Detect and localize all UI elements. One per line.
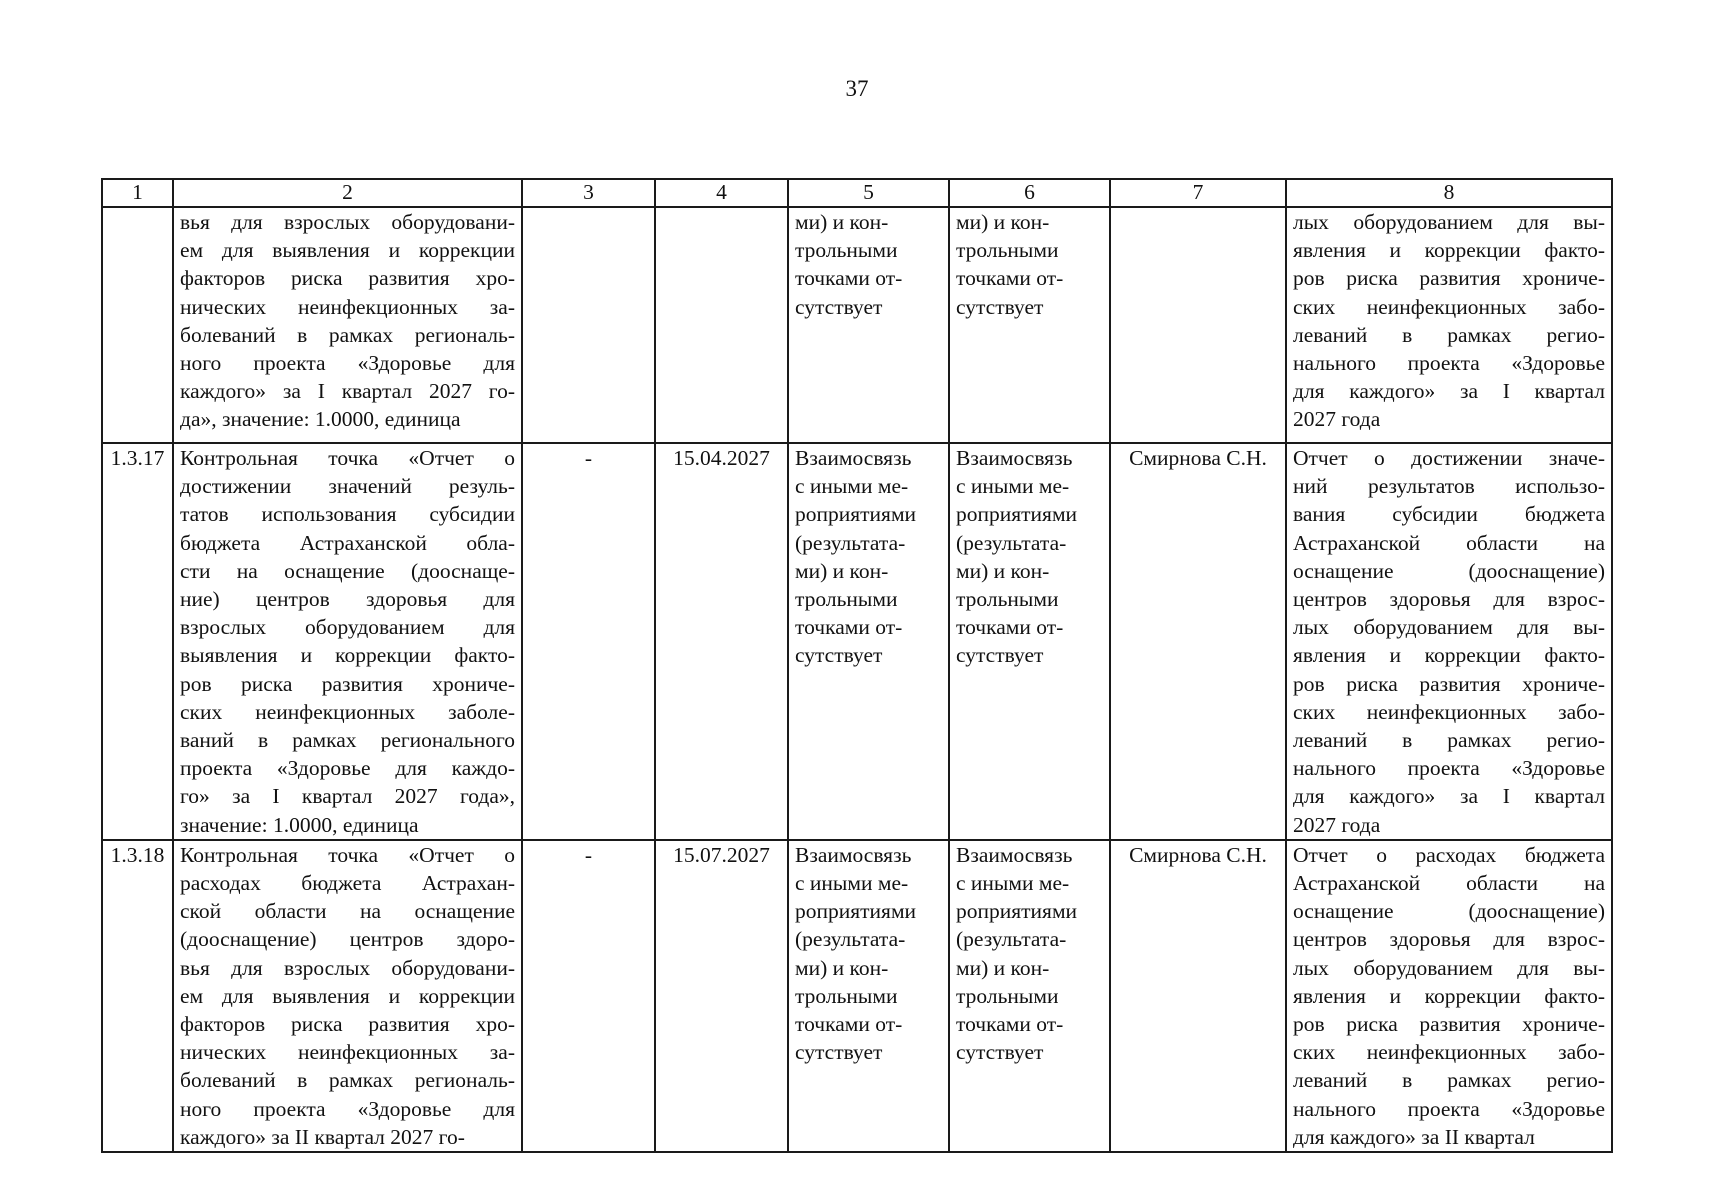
cell-text-line: ми) и кон- [956, 955, 1050, 980]
cell-text-line: Контрольная точка «Отчет о [180, 446, 515, 470]
cell-text-line: ских неинфекционных забо- [1293, 1040, 1605, 1065]
cell-text-line: ми) и кон- [956, 558, 1050, 583]
cell-text-line: точками от- [795, 1012, 903, 1037]
cell-text-line: ми) и кон- [795, 955, 889, 980]
cell-text-line: ми) и кон- [795, 210, 889, 234]
cell-text-line: ров риска развития хрониче- [180, 671, 515, 696]
cell-text-line: го» за I квартал 2027 года», [180, 784, 515, 809]
row-result [1286, 840, 1612, 1152]
column-header-4: 4 [655, 179, 788, 207]
cell-text-line: вья для взрослых оборудовани- [180, 210, 515, 234]
row-responsible [1110, 207, 1286, 443]
cell-text-line: татов использования субсидии [180, 502, 515, 527]
cell-text-line: для каждого» за II квартал [1293, 1124, 1535, 1149]
cell-text-line: оснащение (дооснащение) [1293, 558, 1605, 583]
cell-text-line: ров риска развития хрониче- [1293, 671, 1605, 696]
cell-text-line: точками от- [795, 615, 903, 640]
cell-text-line: леваний в рамках регио- [1293, 1068, 1605, 1093]
cell-text-line: роприятиями [956, 899, 1078, 924]
table-row [102, 840, 1612, 1152]
column-header-2: 2 [173, 179, 522, 207]
cell-text-line: центров здоровья для взрос- [1293, 927, 1605, 952]
cell-text-line: ем для выявления и коррекции [180, 238, 515, 263]
cell-text-line: Взаимосвязь [795, 446, 912, 470]
cell-text-line: нических неинфекционных за- [180, 294, 515, 319]
header-row [102, 179, 1612, 207]
row-responsible: Смирнова С.Н. [1110, 840, 1286, 1152]
cell-text-line: ров риска развития хрониче- [1293, 266, 1605, 291]
row-interrelation [788, 207, 949, 443]
cell-text-line: болеваний в рамках региональ- [180, 1068, 515, 1093]
row-date [655, 207, 788, 443]
cell-text-line: леваний в рамках регио- [1293, 728, 1605, 753]
cell-text-line: трольными [795, 587, 898, 612]
cell-text-line: точками от- [956, 1012, 1064, 1037]
cell-text-line: ваний в рамках регионального [180, 728, 515, 753]
cell-text-line: болеваний в рамках региональ- [180, 322, 515, 347]
cell-text-line: (результата- [956, 927, 1067, 952]
cell-text-line: Астраханской области на [1293, 530, 1605, 555]
cell-text-line: ских неинфекционных заболе- [180, 699, 515, 724]
cell-text-line: с иными ме- [956, 871, 1070, 896]
cell-text-line: ного проекта «Здоровье для [180, 1096, 515, 1121]
cell-text-line: центров здоровья для взрос- [1293, 587, 1605, 612]
cell-text-line: для каждого» за I квартал [1293, 784, 1605, 809]
cell-text-line: Контрольная точка «Отчет о [180, 842, 515, 867]
cell-text-line: ских неинфекционных забо- [1293, 294, 1605, 319]
column-header-5: 5 [788, 179, 949, 207]
row-interrelation-2 [949, 840, 1110, 1152]
cell-text-line: явления и коррекции факто- [1293, 643, 1605, 668]
cell-text-line: да», значение: 1.0000, единица [180, 407, 461, 432]
cell-text-line: Взаимосвязь [956, 842, 1073, 867]
cell-text-line: 2027 года [1293, 812, 1381, 837]
column-header-8: 8 [1286, 179, 1612, 207]
row-col3 [522, 207, 655, 443]
cell-text-line: трольными [956, 238, 1059, 263]
cell-text-line: сутствует [795, 643, 883, 668]
cell-text-line: трольными [956, 587, 1059, 612]
cell-text-line: расходах бюджета Астрахан- [180, 871, 515, 896]
row-date: 15.07.2027 [655, 840, 788, 1152]
cell-text-line: каждого» за I квартал 2027 го- [180, 379, 515, 404]
row-interrelation-2 [949, 207, 1110, 443]
cell-text-line: ской области на оснащение [180, 899, 515, 924]
cell-text-line: (результата- [795, 530, 906, 555]
column-header-6: 6 [949, 179, 1110, 207]
cell-text-line: с иными ме- [956, 474, 1070, 499]
cell-text-line: точками от- [956, 615, 1064, 640]
cell-text-line: нального проекта «Здоровье [1293, 756, 1605, 781]
plan-table [101, 178, 1613, 1153]
cell-text-line: нических неинфекционных за- [180, 1040, 515, 1065]
cell-text-line: (дооснащение) центров здоро- [180, 927, 515, 952]
row-description [173, 443, 522, 840]
cell-text-line: взрослых оборудованием для [180, 615, 515, 640]
cell-text-line: 2027 года [1293, 407, 1381, 432]
cell-text-line: роприятиями [795, 502, 917, 527]
cell-text-line: для каждого» за I квартал [1293, 379, 1605, 404]
table-row [102, 207, 1612, 443]
cell-text-line: ских неинфекционных забо- [1293, 699, 1605, 724]
table-body [102, 207, 1612, 1152]
column-header-7: 7 [1110, 179, 1286, 207]
row-result [1286, 443, 1612, 840]
cell-text-line: факторов риска развития хро- [180, 1012, 515, 1037]
cell-text-line: ние) центров здоровья для [180, 587, 515, 612]
cell-text-line: Отчет о достижении значе- [1293, 446, 1605, 470]
cell-text-line: выявления и коррекции факто- [180, 643, 515, 668]
cell-text-line: Астраханской области на [1293, 871, 1605, 896]
cell-text-line: трольными [956, 983, 1059, 1008]
row-col3: - [522, 840, 655, 1152]
column-header-1: 1 [102, 179, 173, 207]
cell-text-line: сутствует [795, 1040, 883, 1065]
cell-text-line: с иными ме- [795, 871, 909, 896]
cell-text-line: леваний в рамках регио- [1293, 322, 1605, 347]
cell-text-line: Взаимосвязь [795, 842, 912, 867]
row-number [102, 207, 173, 443]
cell-text-line: трольными [795, 983, 898, 1008]
page-number: 37 [845, 76, 869, 101]
cell-text-line: (результата- [795, 927, 906, 952]
row-responsible: Смирнова С.Н. [1110, 443, 1286, 840]
cell-text-line: вания субсидии бюджета [1293, 502, 1605, 527]
cell-text-line: сутствует [956, 643, 1044, 668]
cell-text-line: явления и коррекции факто- [1293, 983, 1605, 1008]
cell-text-line: с иными ме- [795, 474, 909, 499]
cell-text-line: каждого» за II квартал 2027 го- [180, 1124, 465, 1149]
row-interrelation-2 [949, 443, 1110, 840]
cell-text-line: ного проекта «Здоровье для [180, 351, 515, 376]
cell-text-line: ров риска развития хрониче- [1293, 1012, 1605, 1037]
cell-text-line: сти на оснащение (дооснаще- [180, 558, 515, 583]
cell-text-line: вья для взрослых оборудовани- [180, 955, 515, 980]
cell-text-line: достижении значений резуль- [180, 474, 515, 499]
row-description [173, 840, 522, 1152]
cell-text-line: ем для выявления и коррекции [180, 983, 515, 1008]
cell-text-line: лых оборудованием для вы- [1293, 615, 1605, 640]
cell-text-line: явления и коррекции факто- [1293, 238, 1605, 263]
row-result [1286, 207, 1612, 443]
cell-text-line: факторов риска развития хро- [180, 266, 515, 291]
cell-text-line: оснащение (дооснащение) [1293, 899, 1605, 924]
row-description [173, 207, 522, 443]
row-number: 1.3.17 [102, 443, 173, 840]
cell-text-line: сутствует [795, 294, 883, 319]
cell-text-line: Отчет о расходах бюджета [1293, 842, 1605, 867]
row-col3: - [522, 443, 655, 840]
row-number: 1.3.18 [102, 840, 173, 1152]
cell-text-line: лых оборудованием для вы- [1293, 955, 1605, 980]
cell-text-line: бюджета Астраханской обла- [180, 530, 515, 555]
cell-text-line: лых оборудованием для вы- [1293, 210, 1605, 234]
cell-text-line: значение: 1.0000, единица [180, 812, 419, 837]
row-interrelation [788, 840, 949, 1152]
cell-text-line: (результата- [956, 530, 1067, 555]
cell-text-line: ми) и кон- [795, 558, 889, 583]
cell-text-line: точками от- [795, 266, 903, 291]
cell-text-line: роприятиями [956, 502, 1078, 527]
cell-text-line: проекта «Здоровье для каждо- [180, 756, 515, 781]
cell-text-line: точками от- [956, 266, 1064, 291]
cell-text-line: сутствует [956, 294, 1044, 319]
cell-text-line: роприятиями [795, 899, 917, 924]
table-row [102, 443, 1612, 840]
cell-text-line: сутствует [956, 1040, 1044, 1065]
column-header-3: 3 [522, 179, 655, 207]
cell-text-line: нального проекта «Здоровье [1293, 351, 1605, 376]
cell-text-line: ми) и кон- [956, 210, 1050, 234]
cell-text-line: нального проекта «Здоровье [1293, 1096, 1605, 1121]
cell-text-line: ний результатов использо- [1293, 474, 1605, 499]
cell-text-line: трольными [795, 238, 898, 263]
cell-text-line: Взаимосвязь [956, 446, 1073, 470]
row-interrelation [788, 443, 949, 840]
row-date: 15.04.2027 [655, 443, 788, 840]
